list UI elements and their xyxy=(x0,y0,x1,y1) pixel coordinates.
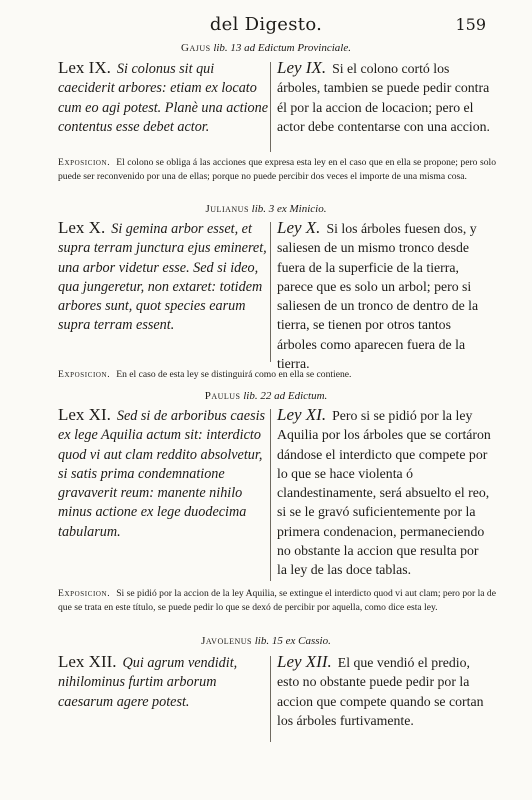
column-divider xyxy=(270,62,271,152)
latin-text xyxy=(58,405,268,542)
source-author: Javolenus xyxy=(201,635,252,647)
spanish-text xyxy=(277,58,491,136)
exposition-body: En el caso de esta ley se distinguirá como en ella se contiene. xyxy=(116,369,352,380)
exposition-body: Si se pidió por la accion de la ley Aquilia, se extingue el interdicto quod vi aut clam; pero por la de que se trata en este título, se puede pedir lo que se dexó de percibir por aquella, como dice esta ley. xyxy=(58,588,496,613)
ley-label: Ley X. xyxy=(277,218,321,237)
source-author: Gajus xyxy=(181,42,211,54)
latin-text xyxy=(58,652,268,712)
source-author: Julianus xyxy=(205,203,249,215)
source-ref: lib. 22 ad Edictum. xyxy=(243,390,328,402)
ley-label: Ley XII. xyxy=(277,652,332,671)
latin-body: Si gemina arbor esset, et supra terram junctura ejus emineret, una arbor videtur esse. Sed si ideo, qua jungeretur, non extaret: totidem arbores sunt, quot species earum supra terram essent. xyxy=(58,221,267,334)
spanish-body: El que vendió el predio, esto no obstante puede pedir por la accion que compete quando se cortan los árboles furtivamente. xyxy=(277,655,484,728)
exposition-label: Exposicion. xyxy=(58,369,111,380)
source-ref: lib. 3 ex Minicio. xyxy=(251,203,327,215)
column-divider xyxy=(270,409,271,581)
exposition xyxy=(58,368,496,382)
exposition-label: Exposicion. xyxy=(58,157,111,168)
running-head xyxy=(0,14,532,40)
source-author: Paulus xyxy=(204,390,241,402)
latin-body: Sed si de arboribus caesis ex lege Aquilia actum sit: interdicto quod vi aut clam reddito absolvetur, si satis prima condemnatione gravaverit reum: manente nihilo minus actione ex lege duodecima tabularum. xyxy=(58,408,266,540)
spanish-text xyxy=(277,405,491,580)
source-line xyxy=(0,635,532,647)
spanish-body: Pero si se pidió por la ley Aquilia por los árboles que se cortáron dándose el interdicto que compete por lo que se hace violenta ó clandestinamente, será absuelto el reo, si se le gravó suficientemente por la primera condenacion, permaneciendo no obstante la accion que resulta por la ley de las doce tablas. xyxy=(277,408,491,578)
exposition xyxy=(58,156,496,183)
spanish-text xyxy=(277,218,491,373)
page-number: 159 xyxy=(455,15,486,34)
lex-label: Lex IX. xyxy=(58,58,111,77)
lex-label: Lex XII. xyxy=(58,652,117,671)
latin-body: Si colonus sit qui caeciderit arbores: etiam ex locato cum eo agi potest. Planè una actione contentus esse debet actor. xyxy=(58,61,269,135)
running-title: del Digesto. xyxy=(209,14,323,35)
exposition-body: El colono se obliga á las acciones que expresa esta ley en el caso que en ella se propone; pero solo puede ser reconvenido por una de ellas; porque no puede percibir dos veces el importe de una misma cosa. xyxy=(58,157,496,182)
spanish-text xyxy=(277,652,491,730)
column-divider xyxy=(270,222,271,362)
spanish-body: Si los árboles fuesen dos, y saliesen de un mismo tronco desde fuera de la superficie de la tierra, parece que es solo un arbol; pero si saliesen de un tronco de dentro de la tierra, se tienen por otros tantos árboles como aparecen fuera de la tierra. xyxy=(277,221,479,372)
source-ref: lib. 13 ad Edictum Provinciale. xyxy=(213,42,351,54)
exposition xyxy=(58,587,496,614)
source-line xyxy=(0,390,532,402)
lex-label: Lex XI. xyxy=(58,405,111,424)
ley-label: Ley IX. xyxy=(277,58,327,77)
source-ref: lib. 15 ex Cassio. xyxy=(254,635,331,647)
latin-text xyxy=(58,58,268,137)
lex-label: Lex X. xyxy=(58,218,106,237)
latin-text xyxy=(58,218,268,336)
exposition-label: Exposicion. xyxy=(58,588,111,599)
ley-label: Ley XI. xyxy=(277,405,327,424)
spanish-body: Si el colono cortó los árboles, tambien se puede pedir contra él por la accion de locacion; pero el actor debe contentarse con una accion. xyxy=(277,61,490,134)
source-line xyxy=(0,203,532,215)
latin-body: Qui agrum vendidit, nihilominus furtim arborum caesarum agere potest. xyxy=(58,655,238,710)
source-line xyxy=(0,42,532,54)
column-divider xyxy=(270,656,271,742)
